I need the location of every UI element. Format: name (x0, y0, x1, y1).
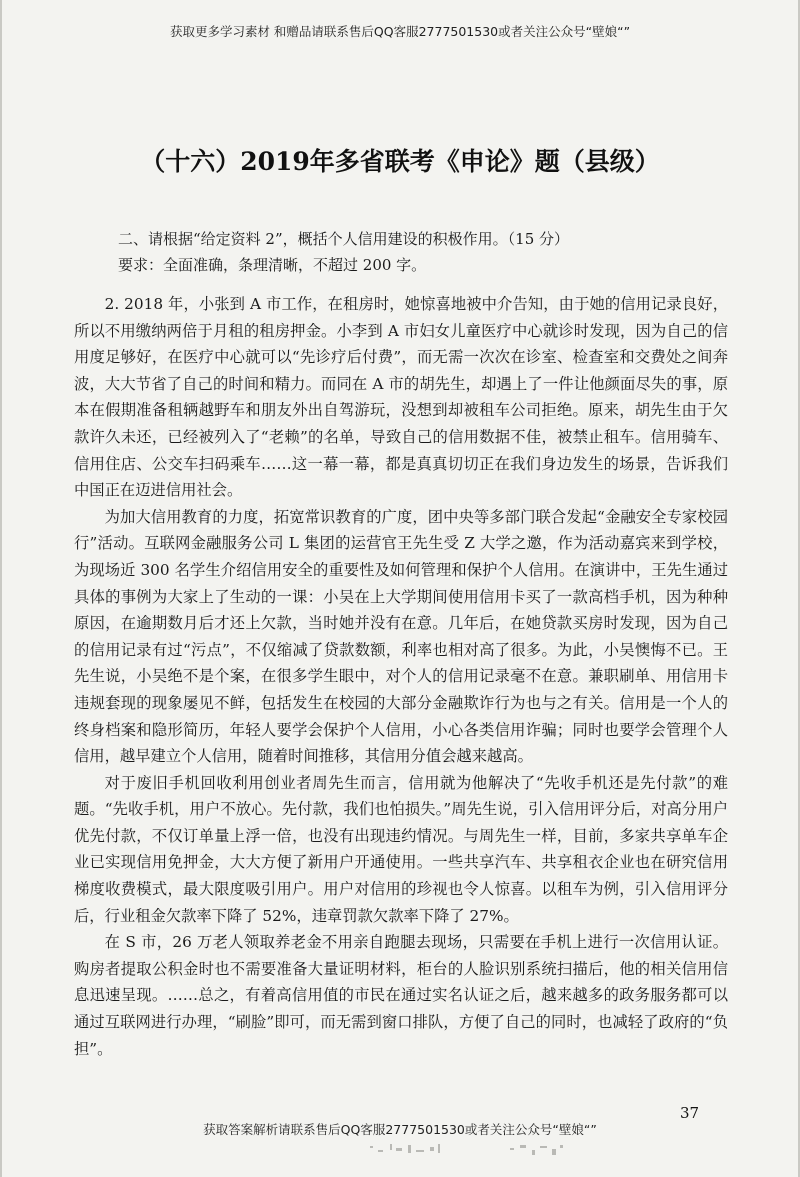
page-title: （十六）2019年多省联考《申论》题（县级） (140, 147, 660, 176)
question-block (118, 226, 758, 278)
footer-promo-text: 获取答案解析请联系售后QQ客服2777501530或者关注公众号“壁娘“” (203, 1122, 597, 1137)
scan-artifact-marks (360, 1138, 600, 1164)
material-paragraph: 对于废旧手机回收利用创业者周先生而言，信用就为他解决了“先收手机还是先付款”的难题。“先收手机，用户不放心。先付款，我们也怕损失。”周先生说，引入信用评分后，对高分用户优先付款，不仅订单量上浮一倍，也没有出现违约情况。与周先生一样，目前，多家共享单车企业已实现信用免押金，大大方便了新用户开通使用。一些共享汽车、共享租衣企业也在研究信用梯度收费模式，最大限度吸引用户。用户对信用的珍视也令人惊喜。以租车为例，引入信用评分后，行业租金欠款率下降了 52%，违章罚款欠款率下降了 27%。 (74, 773, 728, 925)
header-promo-text: 获取更多学习素材 和赠品请联系售后QQ客服2777501530或者关注公众号“壁娘“” (169, 24, 631, 39)
question-prompt: 二、请根据“给定资料 2”，概括个人信用建设的积极作用。（15 分） (118, 230, 570, 248)
material-paragraph: 2. 2018 年，小张到 A 市工作，在租房时，她惊喜地被中介告知，由于她的信用记录良好，所以不用缴纳两倍于月租的租房押金。小李到 A 市妇女儿童医疗中心就诊时发现，因为自己的信用度足够好，在医疗中心就可以“先诊疗后付费”，而无需一次次在诊室、检查室和交费处之间奔波，大大节省了自己的时间和精力。而同在 A 市的胡先生，却遇上了一件让他颜面尽失的事，原本在假期准备租辆越野车和朋友外出自驾游玩，没想到却被租车公司拒绝。原来，胡先生由于欠款许久未还，已经被列入了“老赖”的名单，导致自己的信用数据不佳，被禁止租车。信用骑车、信用住店、公交车扫码乘车……这一幕一幕，都是真真切切正在我们身边发生的场景，告诉我们中国正在迈进信用社会。 (74, 295, 728, 500)
material-paragraph: 在 S 市，26 万老人领取养老金不用亲自跑腿去现场，只需要在手机上进行一次信用认证。购房者提取公积金时也不需要准备大量证明材料，柜台的人脸识别系统扫描后，他的相关信用信息迅速呈现。……总之，有着高信用值的市民在通过实名认证之后，越来越多的政务服务都可以通过互联网进行办理，“刷脸”即可，而无需到窗口排队，方便了自己的同时，也减轻了政府的“负担”。 (74, 933, 728, 1058)
material-paragraph: 为加大信用教育的力度，拓宽常识教育的广度，团中央等多部门联合发起“金融安全专家校园行”活动。互联网金融服务公司 L 集团的运营官王先生受 Z 大学之邀，作为活动嘉宾来到学校，为现场近 300 名学生介绍信用安全的重要性及如何管理和保护个人信用。在演讲中，王先生通过具体的事例为大家上了生动的一课：小吴在上大学期间使用信用卡买了一款高档手机，因为种种原因，在逾期数月后才还上欠款，当时她并没有在意。几年后，在她贷款买房时发现，因为自己的信用记录有过“污点”，不仅缩减了贷款数额，利率也相对高了很多。为此，小吴懊悔不已。王先生说，小吴绝不是个案，在很多学生眼中，对个人的信用记录毫不在意。兼职刷单、用信用卡违规套现的现象屡见不鲜，包括发生在校园的大部分金融欺诈行为也与之有关。信用是一个人的终身档案和隐形简历，年轻人要学会保护个人信用，小心各类信用诈骗；同时也要学会管理个人信用，越早建立个人信用，随着时间推移，其信用分值会越来越高。 (74, 507, 728, 766)
question-requirement: 要求：全面准确，条理清晰，不超过 200 字。 (118, 256, 427, 274)
page-number: 37 (680, 1104, 700, 1122)
material-text (74, 291, 728, 1062)
